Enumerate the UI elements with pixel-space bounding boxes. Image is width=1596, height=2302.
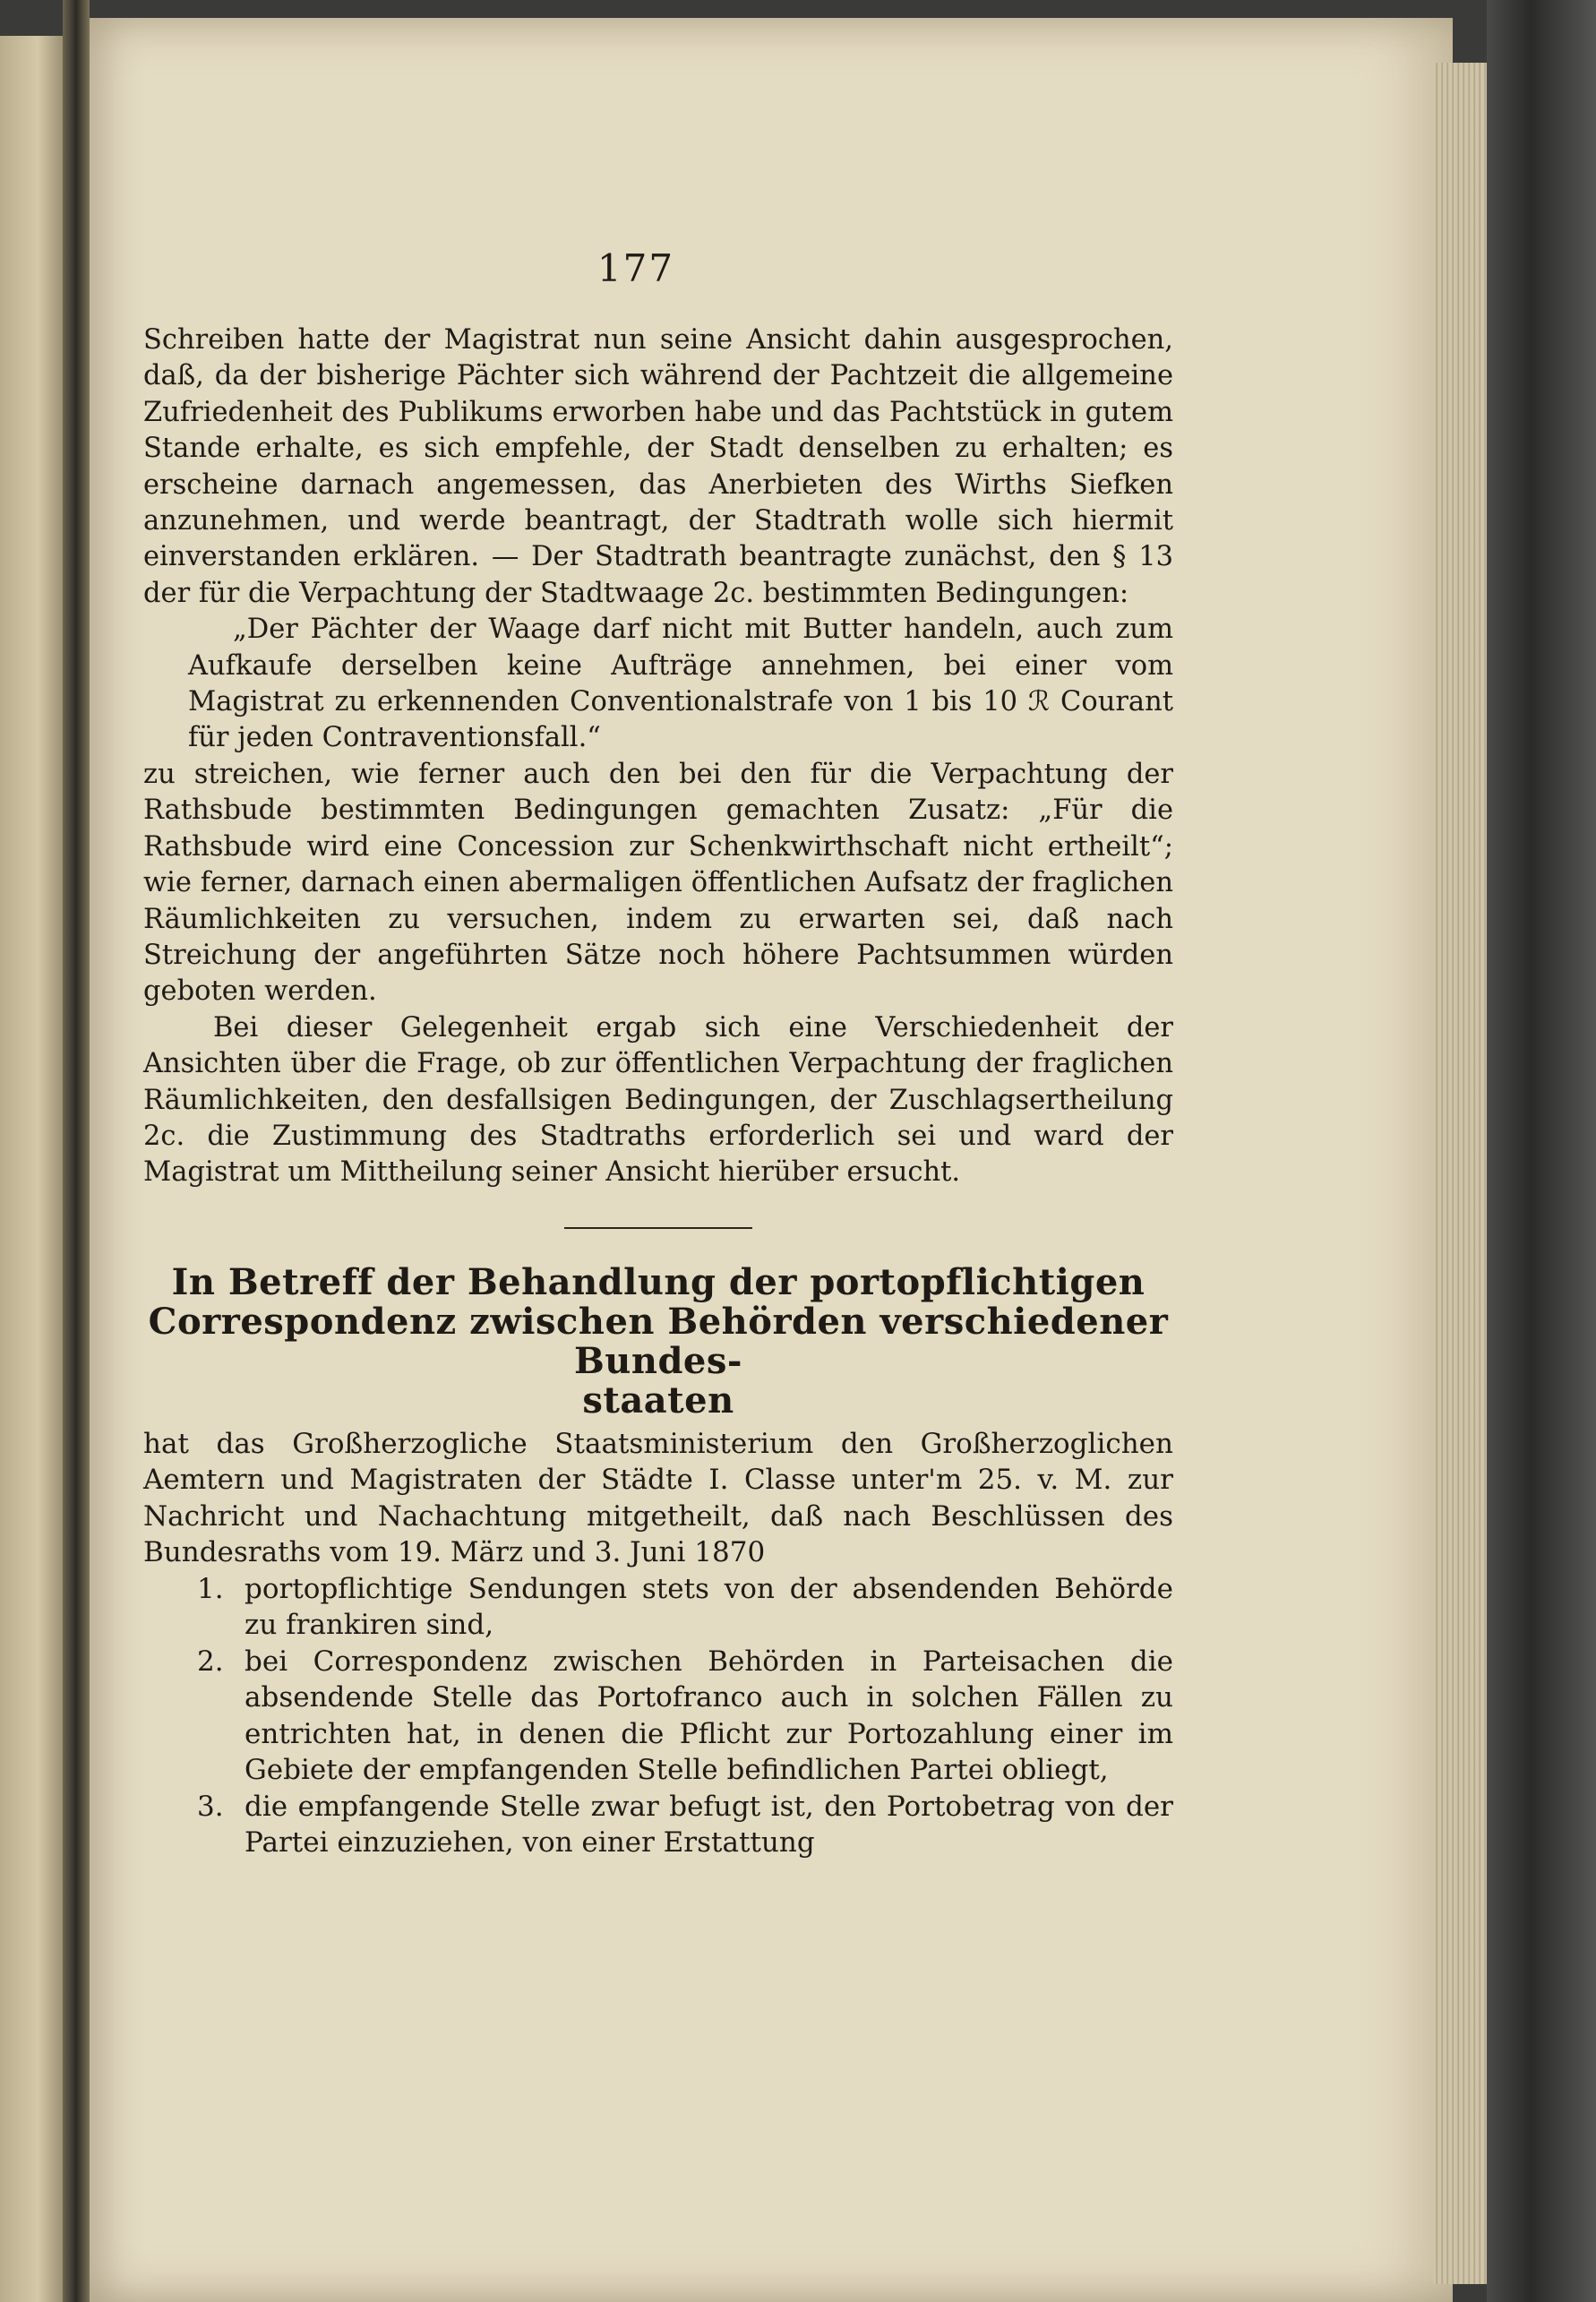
book-cover	[1487, 0, 1596, 2302]
paragraph-1: Schreiben hatte der Magistrat nun seine Ansicht dahin ausgesprochen, daß, da der bisherige Pächter sich während der Pachtzeit die allgemeine Zufriedenheit des Publikums erworben habe und das Pachtstück in gutem Stande erhalte, es sich empfehle, der Stadt denselben zu erhalten; es erscheine darnach angemessen, das Anerbieten des Wirths Siefken anzunehmen, und werde beantragt, der Stadtrath wolle sich hiermit einverstanden erklären. — Der Stadtrath beantragte zunächst, den § 13 der für die Verpachtung der Stadtwaage 2c. bestimmten Bedingungen:	[143, 324, 1173, 609]
page-content	[143, 322, 1173, 1861]
section-heading-line1: In Betreff der Behandlung der portopflichtigen Correspondenz zwischen Behörden verschiedener Bundes-	[148, 1260, 1169, 1382]
quoted-clause: „Der Pächter der Waage darf nicht mit Butter handeln, auch zum Aufkaufe derselben keine Aufträge annehmen, bei einer vom Magistrat zu erkennenden Conventionalstrafe von 1 bis 10 ℛ Courant für jeden Contraventionsfall.“	[188, 614, 1173, 754]
list-item-number: 1.	[197, 1572, 224, 1605]
list-item-text: bei Correspondenz zwischen Behörden in Parteisachen die absendende Stelle das Portofranco auch in solchen Fällen zu entrichten hat, in denen die Pflicht zur Portozahlung einer im Gebiete der empfangenden Stelle befindlichen Partei obliegt,	[245, 1645, 1173, 1787]
page-edges	[1433, 63, 1487, 2284]
paragraph-2: zu streichen, wie ferner auch den bei den für die Verpachtung der Rathsbude bestimmten Bedingungen gemachten Zusatz: „Für die Rathsbude wird eine Concession zur Schenkwirthschaft nicht ertheilt“; wie ferner, darnach einen abermaligen öffentlichen Aufsatz der fraglichen Räumlichkeiten zu versuchen, indem zu erwarten sei, daß nach Streichung der angeführten Sätze noch höhere Pachtsummen würden geboten werden.	[143, 758, 1173, 1008]
list-item	[143, 1571, 1173, 1644]
section-heading	[143, 1260, 1173, 1422]
adjacent-page-edge	[0, 36, 63, 2302]
section-divider	[564, 1227, 752, 1229]
list-item-text: portopflichtige Sendungen stets von der absendenden Behörde zu frankiren sind,	[245, 1572, 1173, 1642]
list-item-text: die empfangende Stelle zwar befugt ist, den Portobetrag von der Partei einzuziehen, von einer Erstattung	[245, 1790, 1173, 1860]
list-item-number: 3.	[197, 1790, 224, 1823]
paragraph-3: Bei dieser Gelegenheit ergab sich eine Verschiedenheit der Ansichten über die Frage, ob zur öffentlichen Verpachtung der fraglichen Räumlichkeiten, den desfallsigen Bedingungen, der Zuschlagsertheilung 2c. die Zustimmung des Stadtraths erforderlich sei und ward der Magistrat um Mittheilung seiner Ansicht hierüber ersucht.	[143, 1011, 1173, 1189]
list-item-number: 2.	[197, 1645, 224, 1678]
text-block-1	[143, 322, 1173, 1191]
list-item	[143, 1644, 1173, 1789]
page-number: 177	[596, 246, 675, 290]
section-intro: hat das Großherzogliche Staatsministerium den Großherzoglichen Aemtern und Magistraten der Städte I. Classe unter'm 25. v. M. zur Nachricht und Nachachtung mitgetheilt, daß nach Beschlüssen des Bundesraths vom 19. März und 3. Juni 1870	[143, 1427, 1173, 1569]
section-heading-line2: staaten	[582, 1379, 734, 1422]
list-item	[143, 1789, 1173, 1861]
book-gutter	[63, 0, 90, 2302]
section-block	[143, 1260, 1173, 1861]
